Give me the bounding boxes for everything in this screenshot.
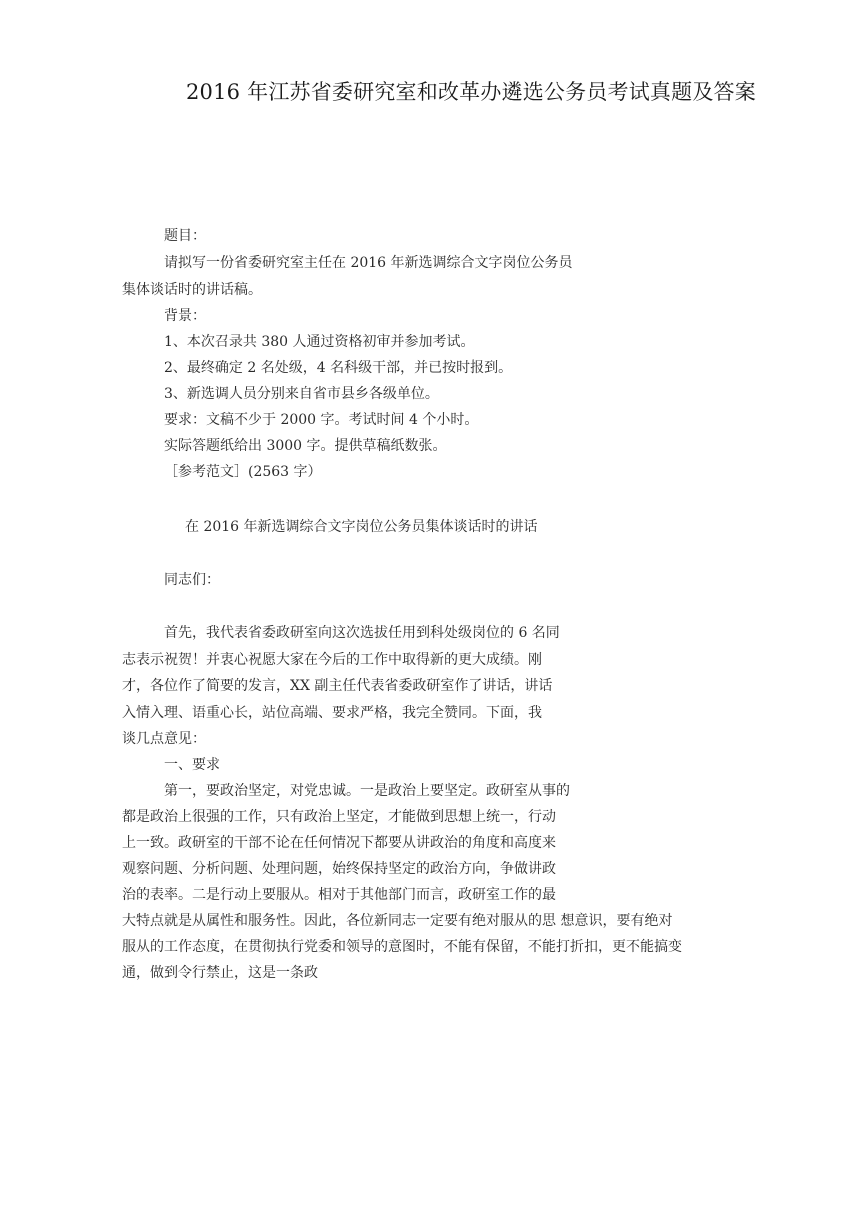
paragraph-2-line: 都是政治上很强的工作，只有政治上坚定，才能做到思想上统一，行动 (122, 809, 556, 825)
question-line-2: 集体谈话时的讲话稿。 (122, 282, 262, 298)
paragraph-1-line: 首先，我代表省委政研室向这次选拔任用到科处级岗位的 6 名同 (164, 625, 560, 641)
paragraph-2-line: 观察问题、分析问题、处理问题，始终保持坚定的政治方向，争做讲政 (122, 861, 556, 877)
paragraph-2-line: 治的表率。二是行动上要服从。相对于其他部门而言，政研室工作的最 (122, 887, 556, 903)
document-title: 2016 年江苏省委研究室和改革办遴选公务员考试真题及答案 (186, 80, 756, 104)
speech-salutation: 同志们： (164, 572, 220, 588)
paragraph-2-line: 大特点就是从属性和服务性。因此，各位新同志一定要有绝对服从的思 想意识，要有绝对 (122, 913, 673, 929)
section-heading: 一、要求 (164, 757, 220, 773)
background-label: 背景： (164, 308, 206, 324)
paragraph-2-line: 通，做到令行禁止，这是一条政 (122, 965, 318, 981)
paragraph-1-line: 谈几点意见： (122, 731, 206, 747)
paragraph-2-line: 第一，要政治坚定，对党忠诚。一是政治上要坚定。政研室从事的 (164, 783, 570, 799)
requirement-line-2: 实际答题纸给出 3000 字。提供草稿纸数张。 (164, 438, 447, 454)
paragraph-1-line: 志表示祝贺！并衷心祝愿大家在今后的工作中取得新的更大成绩。刚 (122, 652, 542, 668)
background-item-3: 3、新选调人员分别来自省市县乡各级单位。 (164, 386, 439, 402)
background-item-2: 2、最终确定 2 名处级，4 名科级干部，并已按时报到。 (164, 360, 513, 376)
paragraph-1-line: 才，各位作了简要的发言，XX 副主任代表省委政研室作了讲话，讲话 (122, 678, 553, 694)
question-label: 题目： (164, 228, 206, 244)
question-line-1: 请拟写一份省委研究室主任在 2016 年新选调综合文字岗位公务员 (164, 255, 573, 271)
speech-heading: 在 2016 年新选调综合文字岗位公务员集体谈话时的讲话 (185, 519, 538, 535)
paragraph-2-line: 服从的工作态度，在贯彻执行党委和领导的意图时，不能有保留，不能打折扣，更不能搞变 (122, 939, 682, 955)
paragraph-2-line: 上一致。政研室的干部不论在任何情况下都要从讲政治的角度和高度来 (122, 835, 556, 851)
requirement-line-1: 要求：文稿不少于 2000 字。考试时间 4 个小时。 (164, 412, 479, 428)
reference-label: ［参考范文］(2563 字） (164, 464, 322, 480)
paragraph-1-line: 入情入理、语重心长，站位高端、要求严格，我完全赞同。下面，我 (122, 705, 542, 721)
background-item-1: 1、本次召录共 380 人通过资格初审并参加考试。 (164, 334, 475, 350)
